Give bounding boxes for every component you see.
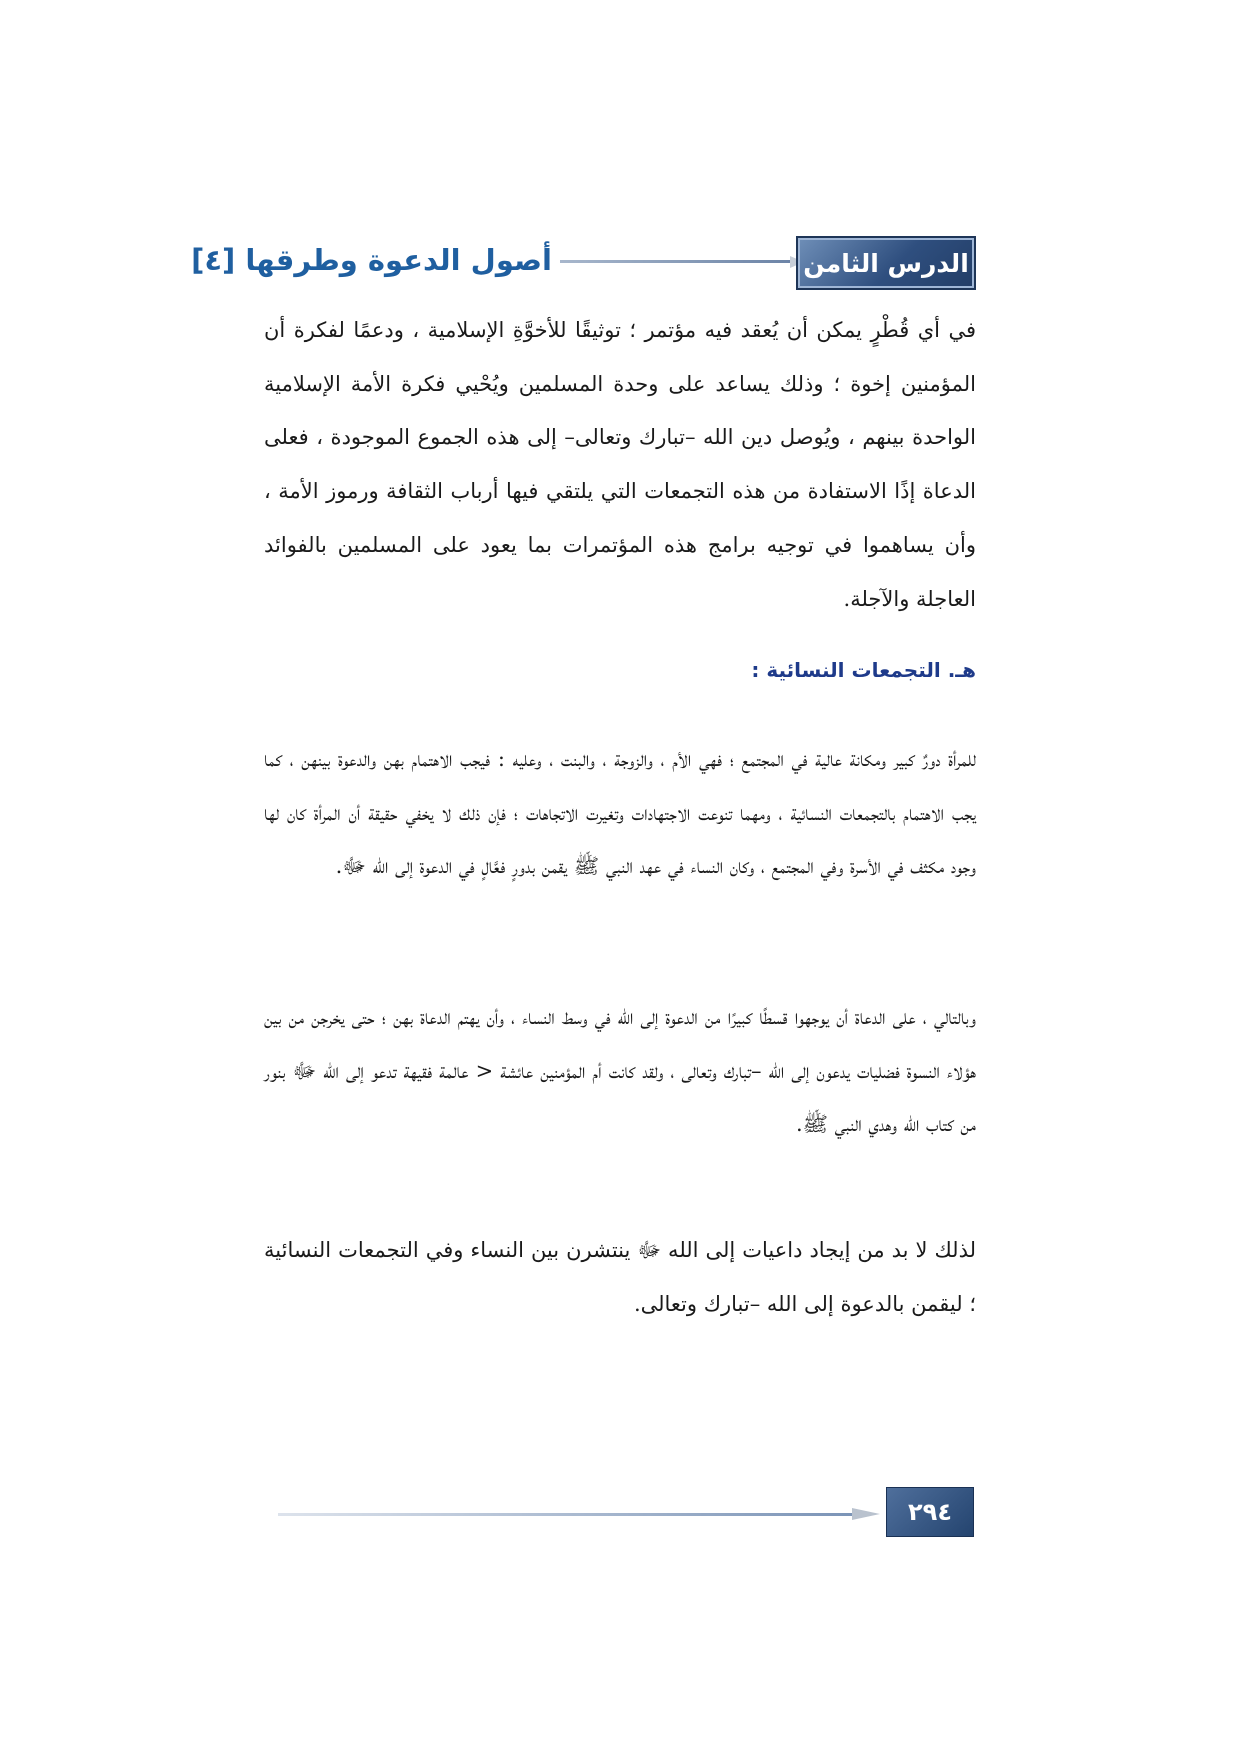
- paragraph-1: في أي قُطْرٍ يمكن أن يُعقد فيه مؤتمر ؛ توثيقًا للأخوَّةِ الإسلامية ، ودعمًا لفكرة أن المؤمنين إخوة ؛ وذلك يساعد على وحدة المسلمين ويُحْيي فكرة الأمة الإسلامية الواحدة بينهم ، ويُوصل دين الله –تبارك وتعالى– إلى هذه الجموع الموجودة ، فعلى الدعاة إذًا الاستفادة من هذه التجمعات التي يلتقي فيها أرباب الثقافة ورموز الأمة ، وأن يساهموا في توجيه برامج هذه المؤتمرات بما يعود على المسلمين بالفوائد العاجلة والآجلة.: [264, 318, 976, 611]
- page-number: ٢٩٤: [886, 1487, 974, 1537]
- paragraph-2: للمرأة دورٌ كبير ومكانة عالية في المجتمع ؛ فهي الأم ، والزوجة ، والبنت ، وعليه : فيجب الاهتمام بهن والدعوة بينهن ، كما يجب الاهتمام بالتجمعات النسائية ، ومهما تنوعت الاجتهادات وتغيرت الاتجاهات ؛ فإن ذلك لا يخفي حقيقة أن المرأة كان لها وجود مكثف في الأسرة وفي المجتمع ، وكان النساء في عهد النبي ﷺ يقمن بدورٍ فعَّالٍ في الدعوة إلى الله ﷻ.: [264, 747, 976, 879]
- paragraph-3: وبالتالي ، على الدعاة أن يوجهوا قسطًا كبيرًا من الدعوة إلى الله في وسط النساء ، وأن يهتم الدعاة بهن ؛ حتى يخرجن من بين هؤلاء النسوة فضليات يدعون إلى الله –تبارك وتعالى ، ولقد كانت أم المؤمنين عائشة < عالمة فقيهة تدعو إلى الله ﷻ بنور من كتاب الله وهدي النبي ﷺ.: [264, 1005, 976, 1137]
- paragraph-4: لذلك لا بد من إيجاد داعيات إلى الله ﷻ ينتشرن بين النساء وفي التجمعات النسائية ؛ ليقمن بالدعوة إلى الله –تبارك وتعالى.: [264, 1238, 976, 1316]
- section-heading: هـ. التجمعات النسائية :: [751, 658, 976, 682]
- lesson-badge: [796, 236, 976, 290]
- chapter-title: أصول الدعوة وطرقها [٤]: [191, 243, 552, 277]
- page-header: [191, 232, 976, 288]
- header-divider: [560, 260, 796, 263]
- footer-divider-tip: [852, 1508, 880, 1520]
- lesson-badge-label: الدرس الثامن: [803, 248, 969, 278]
- footer-divider: [278, 1513, 858, 1516]
